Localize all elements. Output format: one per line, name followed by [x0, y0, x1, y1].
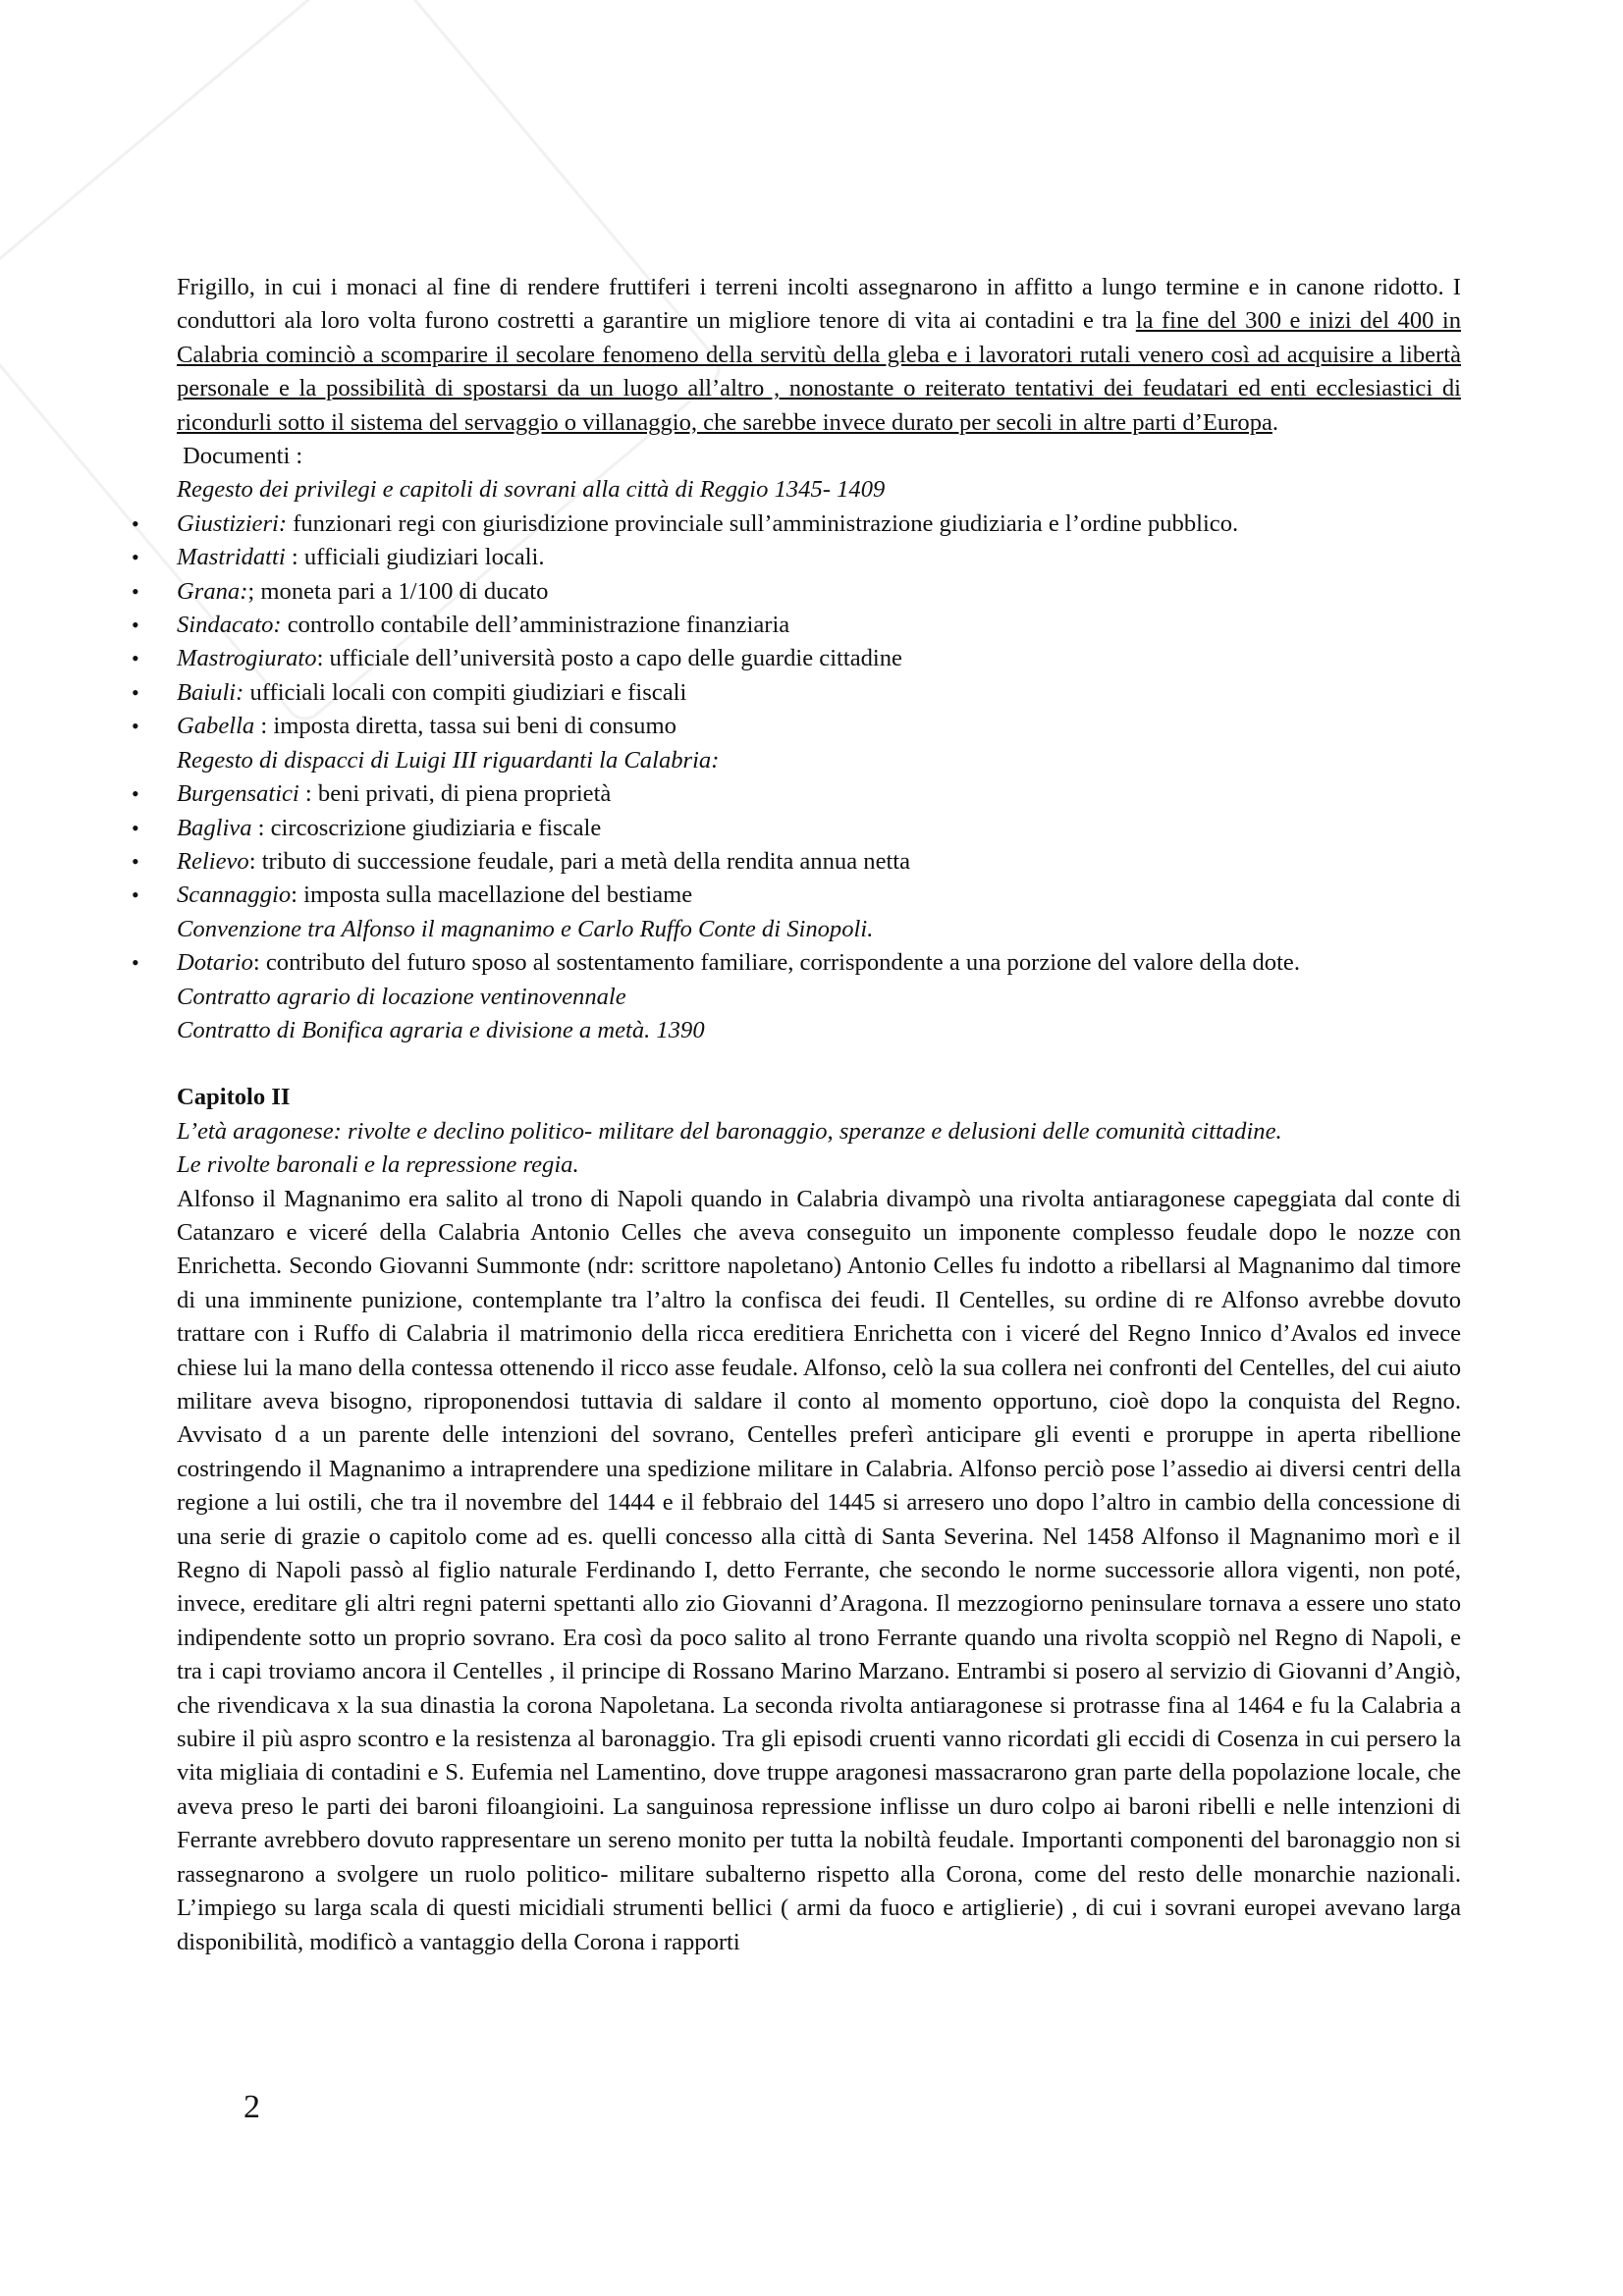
glossary-definition: controllo contabile dell’amministrazione finanziaria	[281, 612, 790, 639]
glossary-term: Mastridatti	[177, 544, 286, 571]
glossary-definition: : ufficiale dell’università posto a capo delle guardie cittadine	[316, 645, 902, 672]
list-item	[177, 710, 1461, 743]
glossary-term: Scannaggio	[177, 881, 292, 909]
list-item	[177, 642, 1461, 675]
glossary-term: Gabella	[177, 713, 255, 740]
chapter-subtitle: L’età aragonese: rivolte e declino politico- militare del baronaggio, speranze e delusioni delle comunità cittadine.	[177, 1117, 1282, 1145]
glossary-definition: : imposta sulla macellazione del bestiame	[291, 881, 693, 909]
glossary-term: Mastrogiurato	[177, 645, 317, 672]
intro-end: .	[1271, 408, 1279, 436]
intro-underlined-text: la fine del 300 e inizi del 400 in Calabria cominciò a scomparire il secolare fenomeno della servitù della gleba e i lavoratori rutali venero così ad acquisire a libertà personale e la possibilità di spostarsi da un luogo all’altro , nonostante o reiterato tentativi dei feudatari ed enti ecclesiastici di ricondurli sotto il sistema del servaggio o villanaggio, che sarebbe invece durato per secoli in altre parti d’Europa	[177, 307, 1461, 436]
glossary-term: Grana:	[177, 577, 248, 605]
list-item	[177, 777, 1461, 811]
list-item	[177, 946, 1461, 980]
intro-text: Frigillo, in cui i monaci al fine di rendere fruttiferi i terreni incolti assegnarono in affitto a lungo termine e in canone ridotto. I conduttori ala loro volta furono costretti a garantire un migliore tenore di vita ai contadini e tra	[177, 274, 1461, 335]
list-item	[177, 541, 1461, 574]
documents-heading: Documenti :	[183, 443, 303, 470]
contratto-title-1: Contratto agrario di locazione ventinovennale	[177, 983, 626, 1010]
glossary-definition: : ufficiali giudiziari locali.	[285, 544, 545, 571]
chapter-title: Capitolo II	[177, 1084, 291, 1111]
glossary-term: Burgensatici	[177, 780, 299, 808]
body-paragraph: Alfonso il Magnanimo era salito al trono di Napoli quando in Calabria divampò una rivolta antiaragonese capeggiata dal conte di Catanzaro e viceré della Calabria Antonio Celles che aveva conseguito un imponente complesso feudale dopo le nozze con Enrichetta. Secondo Giovanni Summonte (ndr: scrittore napoletano) Antonio Celles fu indotto a ribellarsi al Magnanimo dal timore di una imminente punizione, contemplante tra l’altro la confisca dei feudi. Il Centelles, su ordine di re Alfonso avrebbe dovuto trattare con i Ruffo di Calabria il matrimonio della ricca ereditiera Enrichetta con i viceré del Regno Innico d’Avalos ed invece chiese lui la mano della contessa ottenendo il ricco asse feudale. Alfonso, celò la sua collera nei confronti del Centelles, del cui aiuto militare aveva bisogno, riproponendosi tuttavia di saldare il conto al momento opportuno, cioè dopo la conquista del Regno. Avvisato d a un parente delle intenzioni del sovrano, Centelles preferì anticipare gli eventi e proruppe in aperta ribellione costringendo il Magnanimo a intraprendere una spedizione militare in Calabria. Alfonso perciò pose l’assedio ai diversi centri della regione a lui ostili, che tra il novembre del 1444 e il febbraio del 1445 si arresero uno dopo l’altro in cambio della concessione di una serie di grazie o capitolo come ad es. quelli concesso alla città di Santa Severina. Nel 1458 Alfonso il Magnanimo morì e il Regno di Napoli passò al figlio naturale Ferdinando I, detto Ferrante, che secondo le norme successorie allora vigenti, non poté, invece, ereditare gli altri regni paterni spettanti allo zio Giovanni d’Aragona. Il mezzogiorno peninsulare tornava a essere uno stato indipendente sotto un proprio sovrano. Era così da poco salito al trono Ferrante quando una rivolta scoppiò nel Regno di Napoli, e tra i capi troviamo ancora il Centelles , il principe di Rossano Marino Marzano. Entrambi si posero al servizio di Giovanni d’Angiò, che rivendicava x la sua dinastia la corona Napoletana. La seconda rivolta antiaragonese si protrasse fina al 1464 e fu la Calabria a subire il più aspro scontro e la resistenza al baronaggio. Tra gli episodi cruenti vanno ricordati gli eccidi di Cosenza in cui persero la vita migliaia di contadini e S. Eufemia nel Lamentino, dove truppe aragonesi massacrarono gran parte della popolazione locale, che aveva preso le parti dei baroni filoangioini. La sanguinosa repressione inflisse un duro colpo ai baroni ribelli e nelle intenzioni di Ferrante avrebbero dovuto rappresentare un sereno monito per tutta la nobiltà feudale. Importanti componenti del baronaggio non si rassegnarono a svolgere un ruolo politico- militare subalterno rispetto alla Corona, come del resto delle monarchie nazionali. L’impiego su larga scala di questi micidiali strumenti bellici ( armi da fuoco e artiglierie) , di cui i sovrani europei avevano larga disponibilità, modificò a vantaggio della Corona i rapporti	[177, 1185, 1461, 1955]
glossary-list-3	[177, 946, 1461, 980]
convenzione-title: Convenzione tra Alfonso il magnanimo e Carlo Ruffo Conte di Sinopoli.	[177, 915, 874, 942]
glossary-term: Sindacato:	[177, 612, 282, 639]
glossary-definition: funzionari regi con giurisdizione provinciale sull’amministrazione giudiziaria e l’ordine pubblico.	[287, 509, 1239, 537]
glossary-list-2	[177, 777, 1461, 913]
glossary-list-1	[177, 507, 1461, 744]
document-page	[177, 271, 1461, 1959]
glossary-term: Giustizieri:	[177, 509, 288, 537]
glossary-definition: : contributo del futuro sposo al sostentamento familiare, corrispondente a una porzione del valore della dote.	[252, 949, 1300, 977]
contratto-title-2: Contratto di Bonifica agraria e divisione a metà. 1390	[177, 1016, 705, 1043]
list-item	[177, 879, 1461, 912]
glossary-definition: ufficiali locali con compiti giudiziari e fiscali	[243, 678, 687, 706]
list-item	[177, 845, 1461, 879]
spacer	[177, 1047, 1461, 1081]
regesto-title-2: Regesto di dispacci di Luigi III riguardanti la Calabria:	[177, 746, 720, 774]
intro-paragraph	[177, 271, 1461, 440]
glossary-definition: : circoscrizione giudiziaria e fiscale	[251, 814, 602, 841]
glossary-term: Dotario	[177, 949, 253, 977]
glossary-definition: ; moneta pari a 1/100 di ducato	[247, 577, 549, 605]
glossary-definition: : beni privati, di piena proprietà	[298, 780, 612, 808]
page-number: 2	[243, 2089, 260, 2125]
glossary-term: Bagliva	[177, 814, 252, 841]
glossary-definition: : tributo di successione feudale, pari a metà della rendita annua netta	[248, 847, 911, 875]
section-title: Le rivolte baronali e la repressione regia.	[177, 1151, 579, 1179]
list-item	[177, 609, 1461, 642]
list-item	[177, 676, 1461, 710]
regesto-title-1: Regesto dei privilegi e capitoli di sovrani alla città di Reggio 1345- 1409	[177, 476, 886, 504]
glossary-term: Relievo	[177, 847, 249, 875]
list-item	[177, 575, 1461, 609]
glossary-term: Baiuli:	[177, 678, 244, 706]
list-item	[177, 507, 1461, 541]
glossary-definition: : imposta diretta, tassa sui beni di consumo	[254, 713, 676, 740]
list-item	[177, 812, 1461, 845]
